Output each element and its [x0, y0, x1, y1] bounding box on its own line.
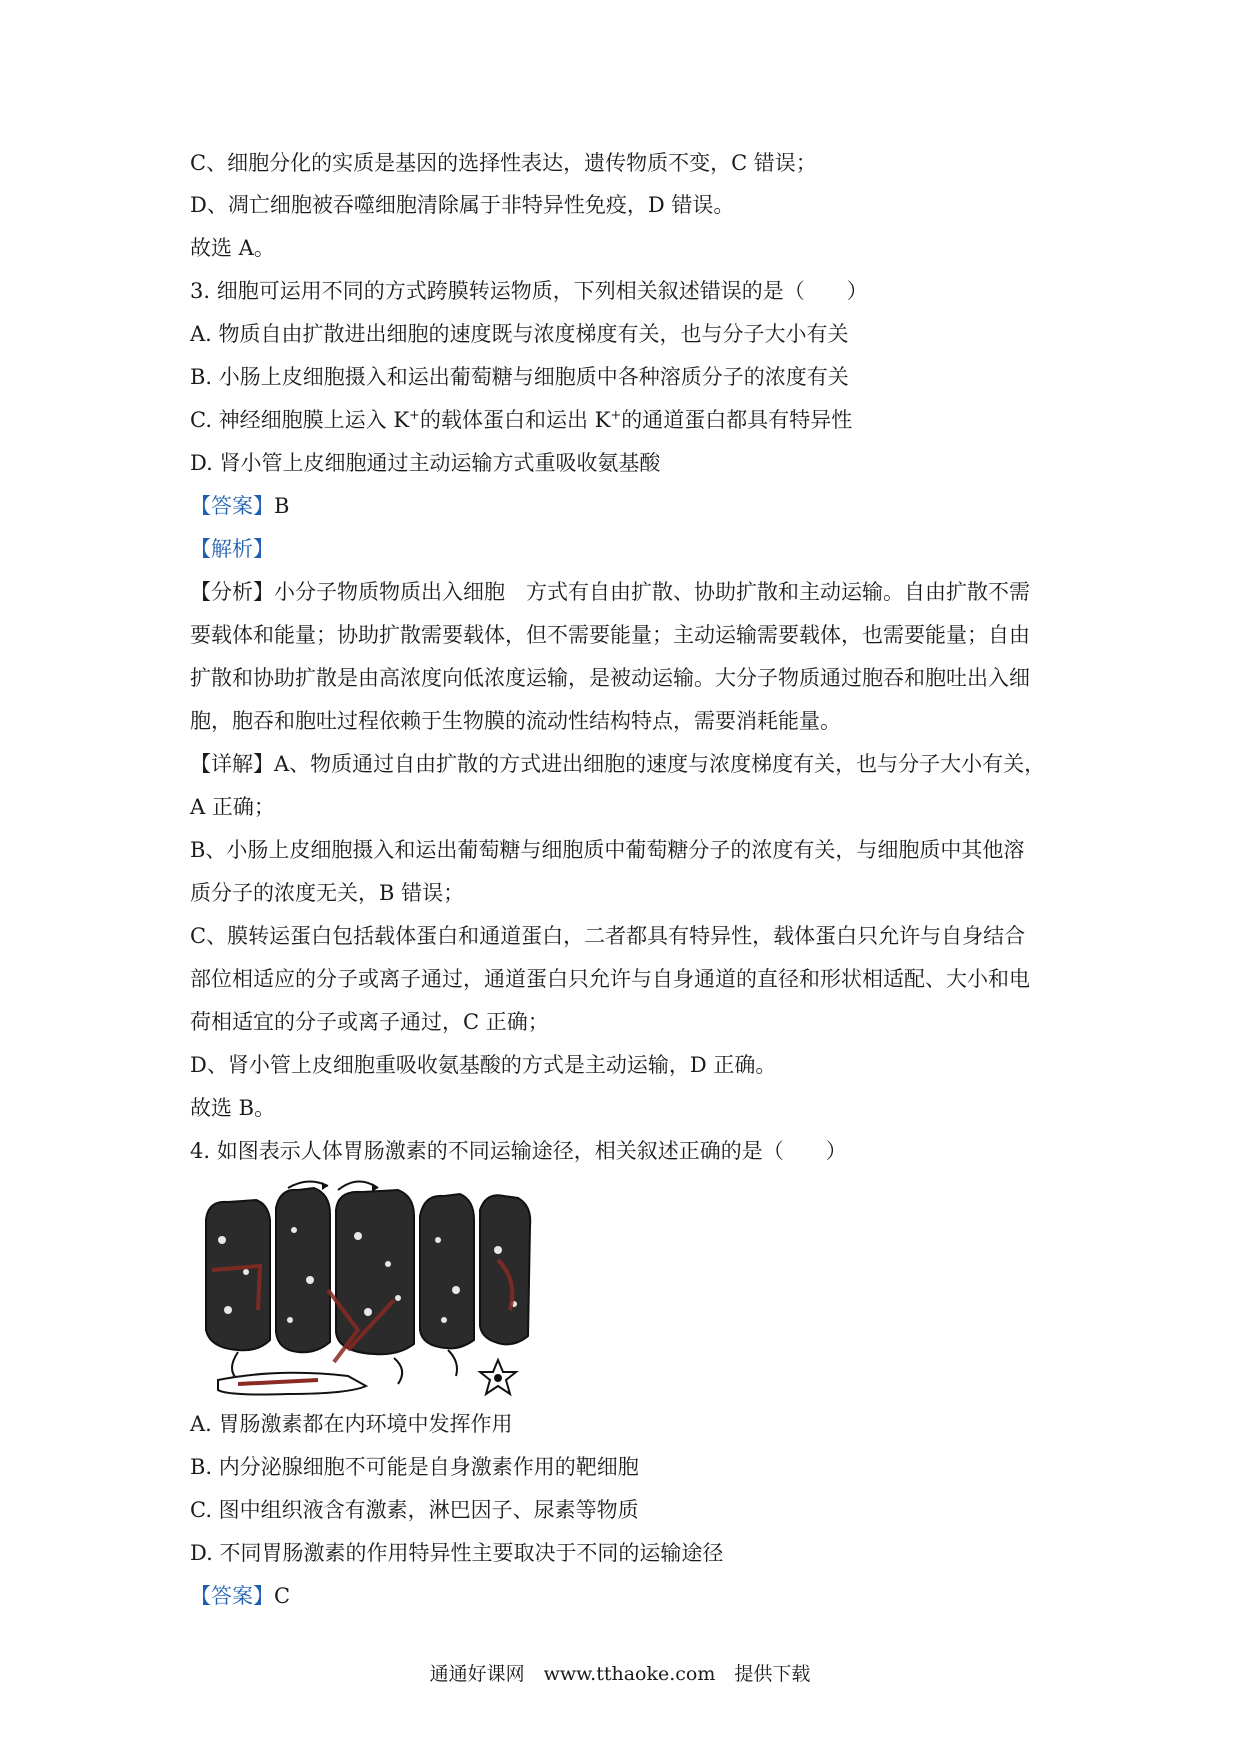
answer-4 [190, 1581, 290, 1611]
xiangjie-line-5: C、膜转运蛋白包括载体蛋白和通道蛋白，二者都具有特异性，载体蛋白只允许与自身结合 [190, 924, 1026, 948]
answer-tag: 【答案】 [190, 1584, 274, 1608]
fenxi-line-2: 要载体和能量；协助扩散需要载体，但不需要能量；主动运输需要载体，也需要能量；自由 [190, 623, 1030, 647]
analysis-heading [190, 534, 274, 564]
option-c-part-2: 的载体蛋白和运出 K [419, 408, 611, 432]
xiangjie-line-7: 荷相适宜的分子或离子通过，C 正确； [190, 1010, 549, 1034]
xiangjie-line-3: B、小肠上皮细胞摄入和运出葡萄糖与细胞质中葡萄糖分子的浓度有关，与细胞质中其他溶 [190, 838, 1025, 862]
question-3-option-d: D. 肾小管上皮细胞通过主动运输方式重吸收氨基酸 [190, 451, 661, 475]
superscript-plus: + [409, 408, 420, 423]
xiangjie-tag: 【详解】 [190, 752, 274, 776]
fenxi-line-3: 扩散和协助扩散是由高浓度向低浓度运输，是被动运输。大分子物质通过胞吞和胞吐出入细 [190, 666, 1030, 690]
question-3-stem: 3. 细胞可运用不同的方式跨膜转运物质，下列相关叙述错误的是（ ） [190, 279, 868, 303]
xiangjie-line-4: 质分子的浓度无关，B 错误； [190, 881, 465, 905]
question-4-option-b: B. 内分泌腺细胞不可能是自身激素作用的靶细胞 [190, 1455, 639, 1479]
xiangjie-text: A、物质通过自由扩散的方式进出细胞的速度与浓度梯度有关，也与分子大小有关， [274, 752, 1046, 776]
answer-tag: 【答案】 [190, 494, 274, 518]
question-3-option-b: B. 小肠上皮细胞摄入和运出葡萄糖与细胞质中各种溶质分子的浓度有关 [190, 365, 849, 389]
option-c-part-3: 的通道蛋白都具有特异性 [621, 408, 853, 432]
question-3-option-a: A. 物质自由扩散进出细胞的速度既与浓度梯度有关，也与分子大小有关 [190, 322, 849, 346]
text-line: C、细胞分化的实质是基因的选择性表达，遗传物质不变，C 错误； [190, 151, 817, 175]
analysis-tag: 【解析】 [190, 537, 274, 561]
text-line: 故选 A。 [190, 236, 275, 260]
xiangjie-line-2: A 正确； [190, 795, 275, 819]
hormone-transport-figure [198, 1180, 543, 1402]
question-4-option-d: D. 不同胃肠激素的作用特异性主要取决于不同的运输途径 [190, 1541, 724, 1565]
question-4-option-c: C. 图中组织液含有激素，淋巴因子、尿素等物质 [190, 1498, 639, 1522]
fenxi-line-4: 胞，胞吞和胞吐过程依赖于生物膜的流动性结构特点，需要消耗能量。 [190, 709, 841, 733]
choose-b-line: 故选 B。 [190, 1096, 276, 1120]
text-line: D、凋亡细胞被吞噬细胞清除属于非特异性免疫，D 错误。 [190, 193, 735, 217]
fenxi-text: 小分子物质物质出入细胞 方式有自由扩散、协助扩散和主动运输。自由扩散不需 [274, 580, 1030, 604]
page-footer: 通通好课网 www.tthaoke.com 提供下载 [429, 1663, 811, 1685]
superscript-plus: + [610, 408, 622, 423]
xiangjie-line-1 [190, 749, 1045, 779]
answer-3 [190, 491, 289, 521]
answer-value: B [274, 494, 290, 518]
epithelium-illustration [198, 1180, 543, 1402]
xiangjie-line-8: D、肾小管上皮细胞重吸收氨基酸的方式是主动运输，D 正确。 [190, 1053, 777, 1077]
answer-value: C [274, 1584, 291, 1608]
question-4-option-a: A. 胃肠激素都在内环境中发挥作用 [190, 1412, 513, 1436]
question-3-option-c [190, 405, 852, 435]
fenxi-line-1 [190, 577, 1030, 607]
fenxi-tag: 【分析】 [190, 580, 274, 604]
option-c-part-1: C. 神经细胞膜上运入 K [190, 408, 410, 432]
question-4-stem: 4. 如图表示人体胃肠激素的不同运输途径，相关叙述正确的是（ ） [190, 1139, 847, 1163]
xiangjie-line-6: 部位相适应的分子或离子通过，通道蛋白只允许与自身通道的直径和形状相适配、大小和电 [190, 967, 1030, 991]
